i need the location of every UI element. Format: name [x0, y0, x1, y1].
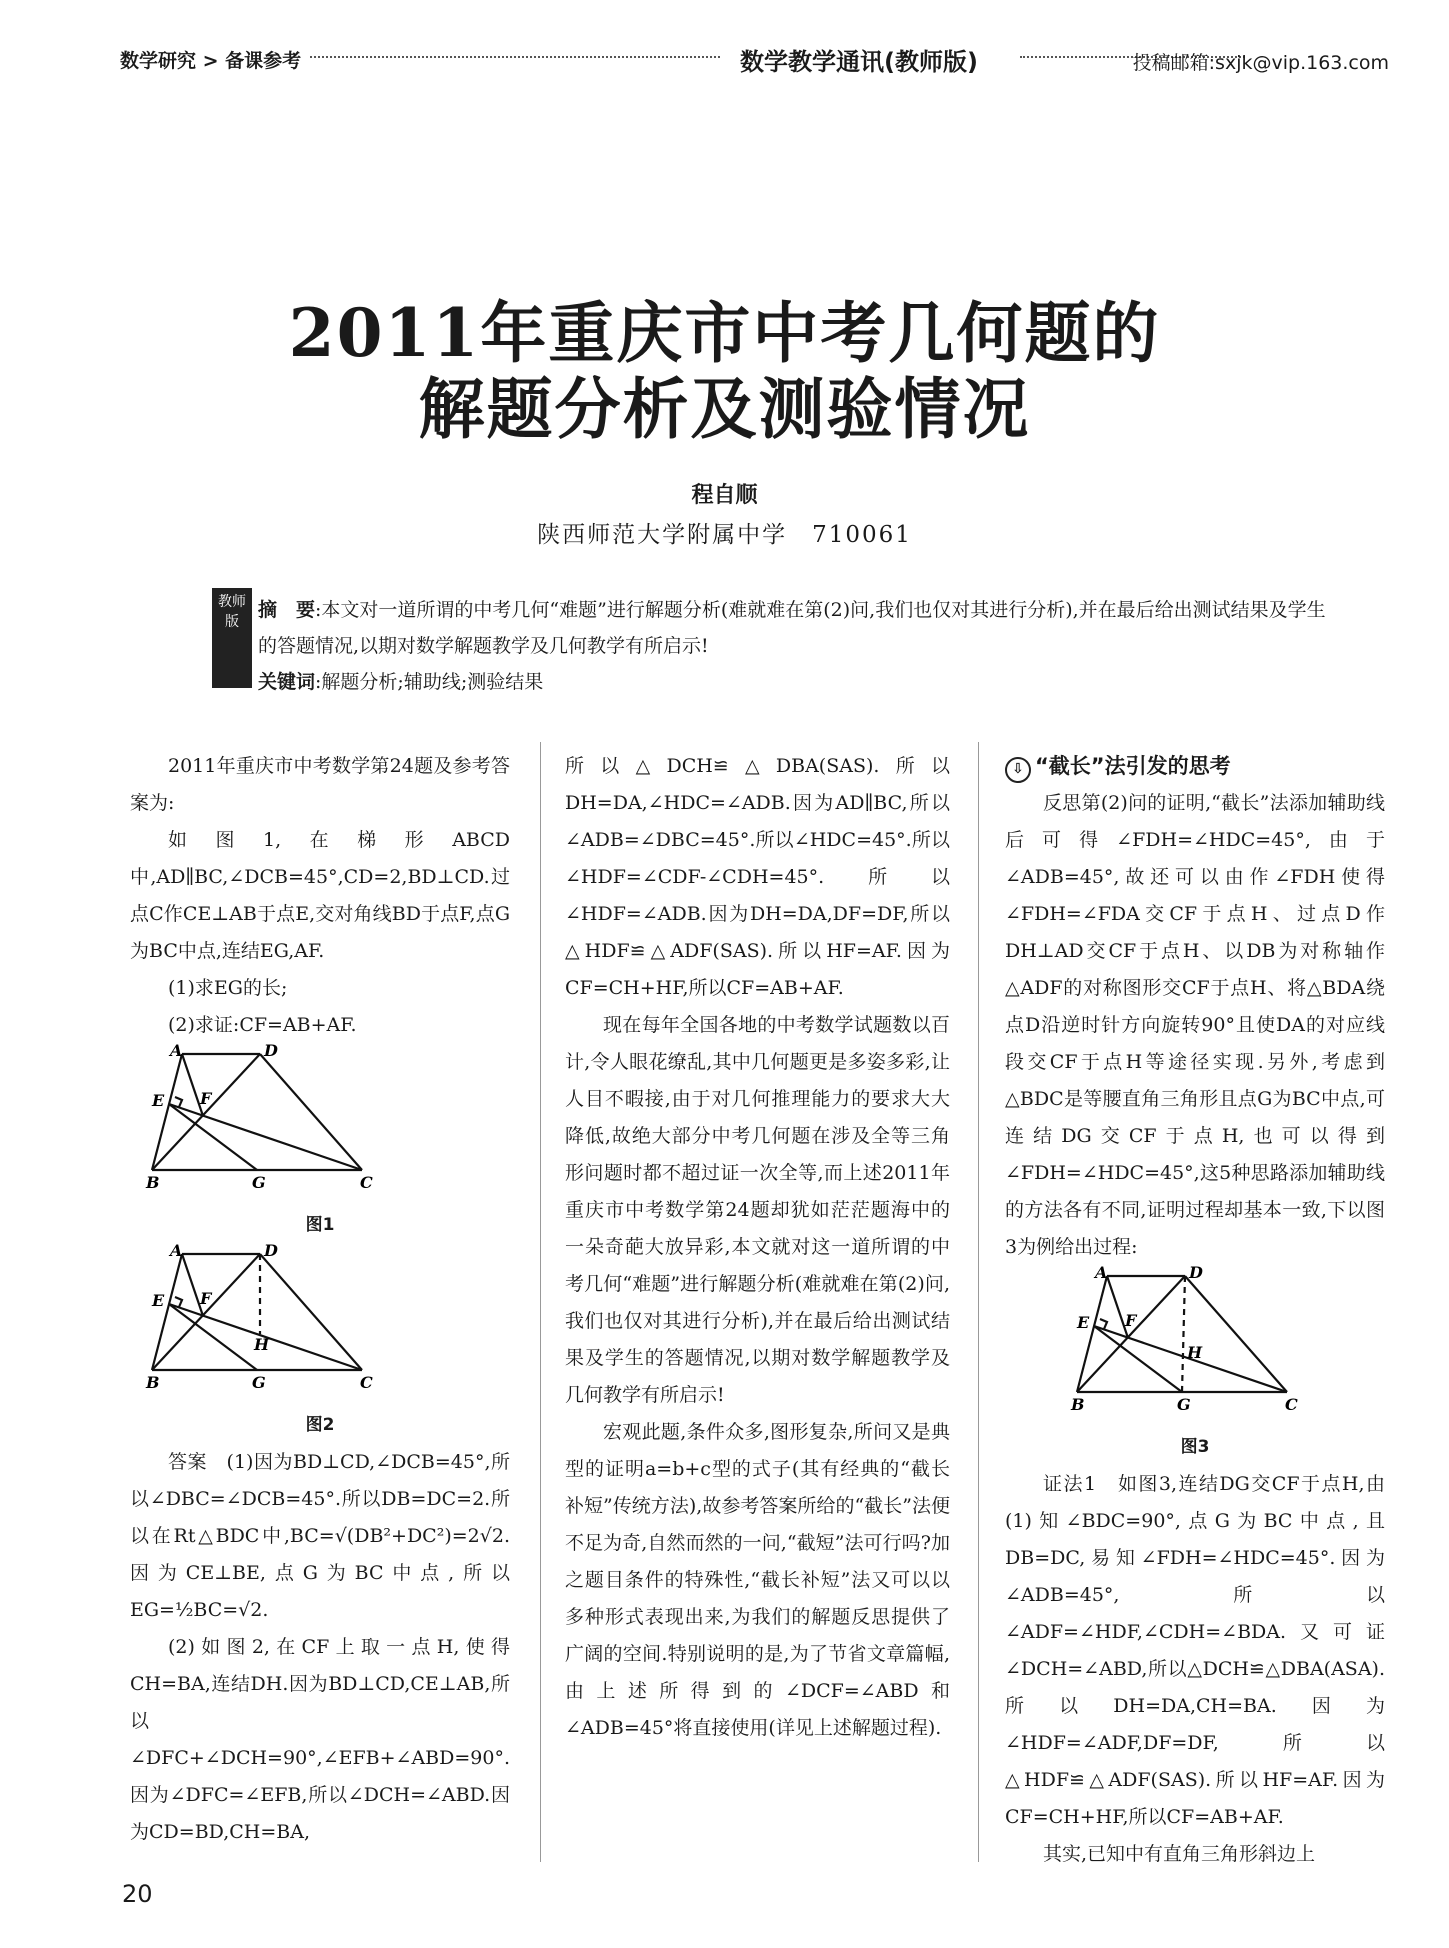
- paragraph: 2011年重庆市中考数学第24题及参考答案为:: [130, 755, 510, 814]
- paragraph: 宏观此题,条件众多,图形复杂,所问又是典型的证明a=b+c型的式子(其有经典的“截长补短”传统方法),故参考答案所给的“截长”法便不足为奇,自然而然的一问,“截短”法可行吗?加之题目条件的特殊性,“截长补短”法又可以以多种形式表现出来,为我们的解题反思提供了广阔的空间.特别说明的是,为了节省文章篇幅,由上述所得到的∠DCF=∠ABD和∠ADB=45°将直接使用(详见上述解题过程).: [565, 1421, 950, 1739]
- figure-2-caption: 图2: [305, 1415, 335, 1435]
- page-number: 20: [122, 1880, 153, 1908]
- column-divider-1: [540, 742, 541, 1862]
- author-name: 程自顺: [691, 483, 758, 508]
- abstract-label: 摘 要: [258, 599, 316, 621]
- paragraph: 现在每年全国各地的中考数学试题数以百计,令人眼花缭乱,其中几何题更是多姿多彩,让人目不暇接,由于对几何推理能力的要求大大降低,故绝大部分中考几何题在涉及全等三角形问题时都不超过证一次全等,而上述2011年重庆市中考数学第24题却犹如茫茫题海中的一朵奇葩大放异彩,本文就对这一道所谓的中考几何“难题”进行解题分析(难就难在第(2)问,我们也仅对其进行分析),并在最后给出测试结果及学生的答题情况,以期对数学解题教学及几何教学有所启示!: [565, 1014, 950, 1406]
- column-divider-2: [978, 742, 979, 1862]
- paragraph: 反思第(2)问的证明,“截长”法添加辅助线后可得∠FDH=∠HDC=45°,由于∠ADB=45°,故还可以由作∠FDH使得∠FDH=∠FDA交CF于点H、过点D作DH⊥AD交CF于点H、以DB为对称轴作△ADF的对称图形交CF于点H、将△BDA绕点D沿逆时针方向旋转90°且使DA的对应线段交CF于点H等途径实现.另外,考虑到△BDC是等腰直角三角形且点G为BC中点,可连结DG交CF于点H,也可以得到∠FDH=∠HDC=45°,这5种思路添加辅助线的方法各有不同,证明过程却基本一致,下以图3为例给出过程:: [1005, 792, 1385, 1258]
- label-F: F: [200, 1089, 212, 1108]
- column-2: [565, 748, 950, 1747]
- label-C: C: [1285, 1395, 1298, 1414]
- paragraph: 所以△DCH≌△DBA(SAS).所以DH=DA,∠HDC=∠ADB.因为AD∥BC,所以∠ADB=∠DBC=45°.所以∠HDC=45°.所以∠HDF=∠CDF-∠CDH=45°.所以∠HDF=∠ADB.因为DH=DA,DF=DF,所以△HDF≌△ADF(SAS).所以HF=AF.因为CF=CH+HF,所以CF=AB+AF.: [565, 755, 950, 999]
- label-E: E: [1077, 1313, 1090, 1332]
- label-A: A: [170, 1244, 183, 1260]
- label-F: F: [1125, 1311, 1137, 1330]
- header-dots-left: [310, 56, 720, 58]
- paragraph: 如图1,在梯形ABCD中,AD∥BC,∠DCB=45°,CD=2,BD⊥CD.过点C作CE⊥AB于点E,交对角线BD于点F,点G为BC中点,连结EG,AF.: [130, 829, 510, 962]
- section-heading: [1005, 748, 1385, 785]
- article-title-line1: 2011年重庆市中考几何题的: [288, 294, 1161, 372]
- journal-name: 数学教学通讯(教师版): [740, 48, 978, 76]
- answer-paragraph: 答案 (1)因为BD⊥CD,∠DCB=45°,所以∠DBC=∠DCB=45°.所以DB=DC=2.所以在Rt△BDC中,BC=√(DB²+DC²)=2√2.因为CE⊥BE,点G为BC中点,所以EG=½BC=√2.: [130, 1451, 510, 1621]
- label-A: A: [170, 1044, 183, 1060]
- figure-3-caption: 图3: [1180, 1437, 1210, 1457]
- figure-3-diagram: [1005, 1266, 1385, 1416]
- running-header: [120, 42, 1389, 76]
- label-G: G: [252, 1373, 266, 1392]
- keywords-text: 解题分析;辅助线;测验结果: [321, 671, 544, 693]
- section-side-tag: 教师版: [212, 588, 252, 688]
- label-D: D: [264, 1244, 278, 1260]
- figure-1-diagram: [130, 1044, 510, 1194]
- figure-2-diagram: [130, 1244, 510, 1394]
- label-A: A: [1095, 1266, 1108, 1282]
- article-title-line2: 解题分析及测验情况: [418, 370, 1031, 448]
- label-D: D: [1189, 1266, 1203, 1282]
- abstract-text: 本文对一道所谓的中考几何“难题”进行解题分析(难就难在第(2)问,我们也仅对其进行分析),并在最后给出测试结果及学生的答题情况,以期对数学解题教学及几何教学有所启示!: [258, 599, 1326, 657]
- section-heading-text: “截长”法引发的思考: [1035, 754, 1231, 778]
- label-H: H: [1187, 1343, 1203, 1362]
- label-D: D: [264, 1044, 278, 1060]
- label-F: F: [200, 1289, 212, 1308]
- label-B: B: [146, 1373, 160, 1392]
- keywords-label: 关键词: [258, 671, 316, 693]
- label-G: G: [1177, 1395, 1191, 1414]
- download-icon: ⇩: [1005, 757, 1031, 783]
- column-1: [130, 748, 510, 1851]
- label-G: G: [252, 1173, 266, 1192]
- column-3: [1005, 748, 1385, 1873]
- paragraph: 其实,已知中有直角三角形斜边上: [1043, 1843, 1316, 1865]
- paragraph: (2)如图2,在CF上取一点H,使得CH=BA,连结DH.因为BD⊥CD,CE⊥AB,所以∠DFC+∠DCH=90°,∠EFB+∠ABD=90°.因为∠DFC=∠EFB,所以∠DCH=∠ABD.因为CD=BD,CH=BA,: [130, 1636, 511, 1843]
- figure-1-caption: 图1: [305, 1215, 335, 1235]
- question-1: (1)求EG的长;: [168, 977, 288, 999]
- label-E: E: [152, 1291, 165, 1310]
- submission-email: 投稿邮箱:sxjk@vip.163.com: [1132, 52, 1389, 74]
- proof-paragraph: 证法1 如图3,连结DG交CF于点H,由(1)知∠BDC=90°,点G为BC中点,且DB=DC,易知∠FDH=∠HDC=45°.因为∠ADB=45°,所以∠ADF=∠HDF,∠CDH=∠BDA.又可证∠DCH=∠ABD,所以△DCH≌△DBA(ASA).所以DH=DA,CH=BA.因为∠HDF=∠ADF,DF=DF,所以△HDF≌△ADF(SAS).所以HF=AF.因为CF=CH+HF,所以CF=AB+AF.: [1005, 1473, 1385, 1828]
- abstract-block: 摘 要:本文对一道所谓的中考几何“难题”进行解题分析(难就难在第(2)问,我们也仅对其进行分析),并在最后给出测试结果及学生的答题情况,以期对数学解题教学及几何教学有所启示! 关键词:解题分析;辅助线;测验结果: [258, 599, 1326, 693]
- label-C: C: [360, 1373, 373, 1392]
- header-section: 数学研究 > 备课参考: [120, 50, 302, 72]
- label-C: C: [360, 1173, 373, 1192]
- label-B: B: [146, 1173, 160, 1192]
- label-E: E: [152, 1091, 165, 1110]
- question-2: (2)求证:CF=AB+AF.: [168, 1014, 357, 1036]
- label-B: B: [1071, 1395, 1085, 1414]
- author-affiliation: 陕西师范大学附属中学 710061: [537, 522, 912, 548]
- label-H: H: [254, 1335, 270, 1354]
